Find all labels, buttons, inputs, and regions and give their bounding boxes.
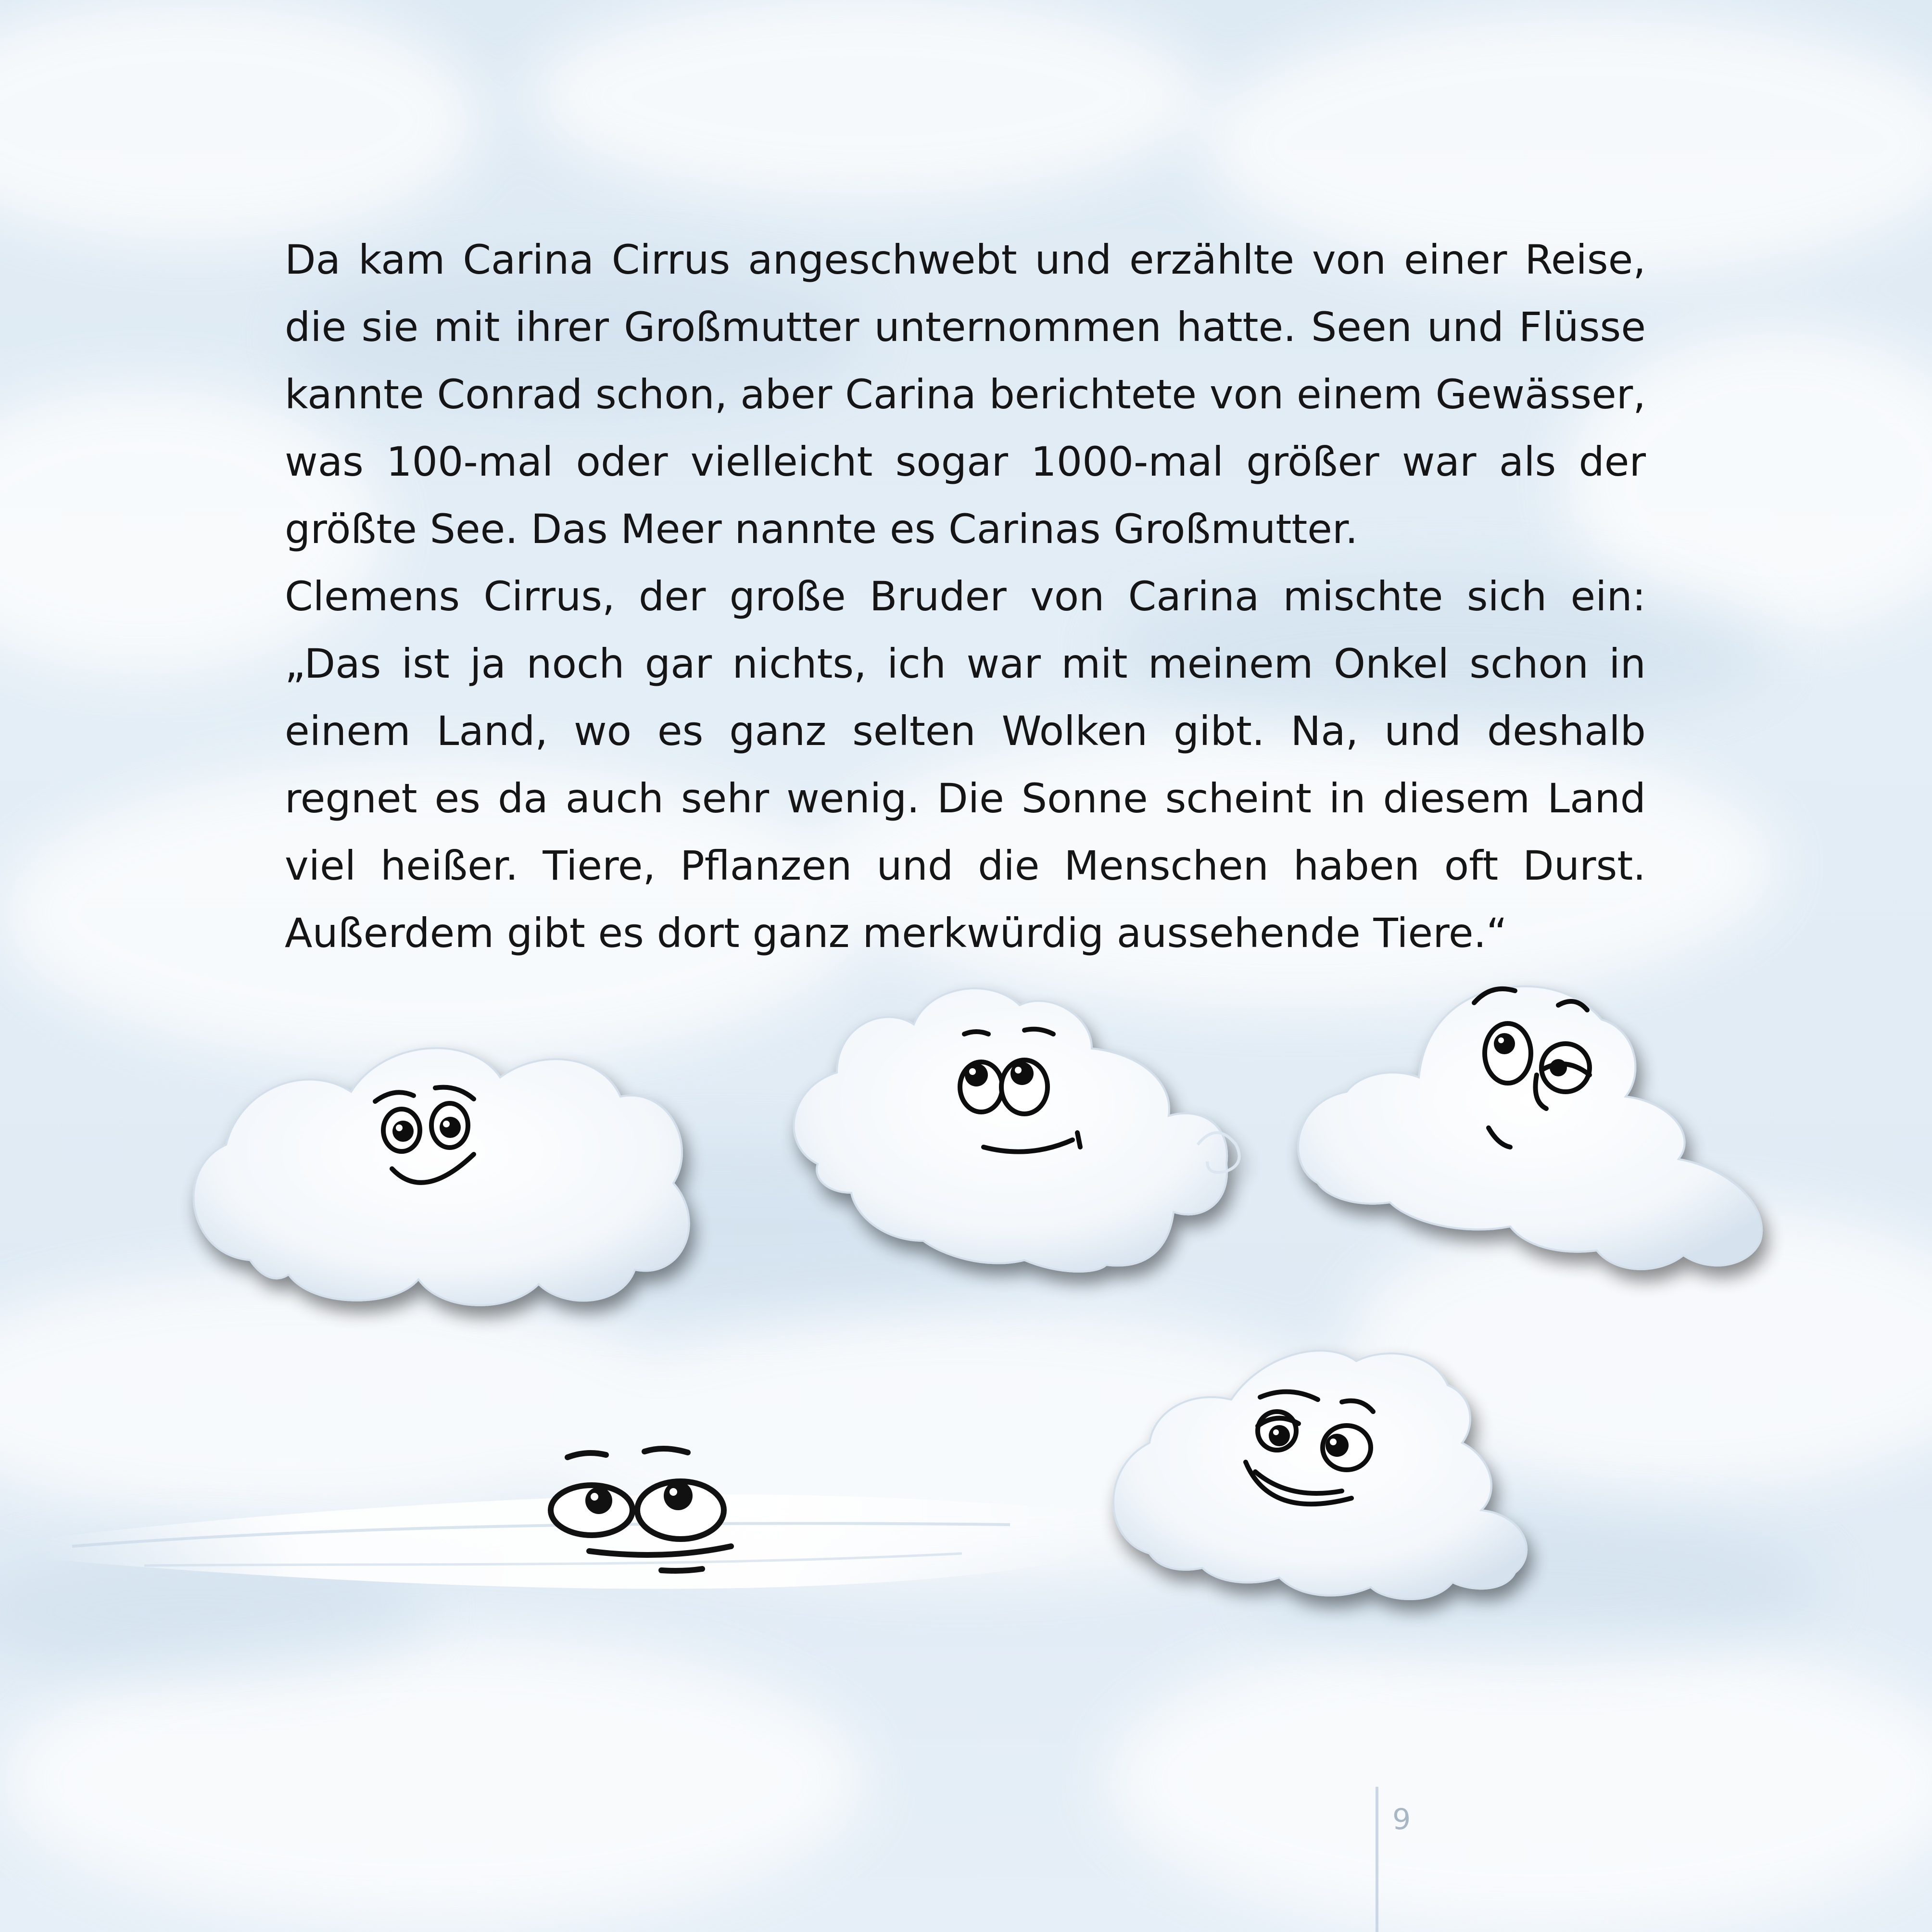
page-number: 9 (1392, 1803, 1411, 1836)
story-paragraph-2: Clemens Cirrus, der große Bruder von Carina mischte sich ein: „Das ist ja noch gar nichts, ich war mit meinem Onkel schon in einem Land, wo es ganz selten Wolken gibt. Na, und deshalb regnet es da auch sehr wenig. Die Sonne scheint in diesem Land viel heißer. Tiere, Pflanzen und die Menschen haben oft Durst. Außerdem gibt es dort ganz merkwürdig aussehende Tiere.“ (285, 563, 1646, 967)
story-paragraph-1: Da kam Carina Cirrus angeschwebt und erzählte von einer Reise, die sie mit ihrer Großmutter unternommen hatte. Seen und Flüsse kannte Conrad schon, aber Carina berichtete von einem Gewässer, was 100-mal oder vielleicht sogar 1000-mal größer war als der größte See. Das Meer nannte es Carinas Großmutter. (285, 226, 1646, 563)
